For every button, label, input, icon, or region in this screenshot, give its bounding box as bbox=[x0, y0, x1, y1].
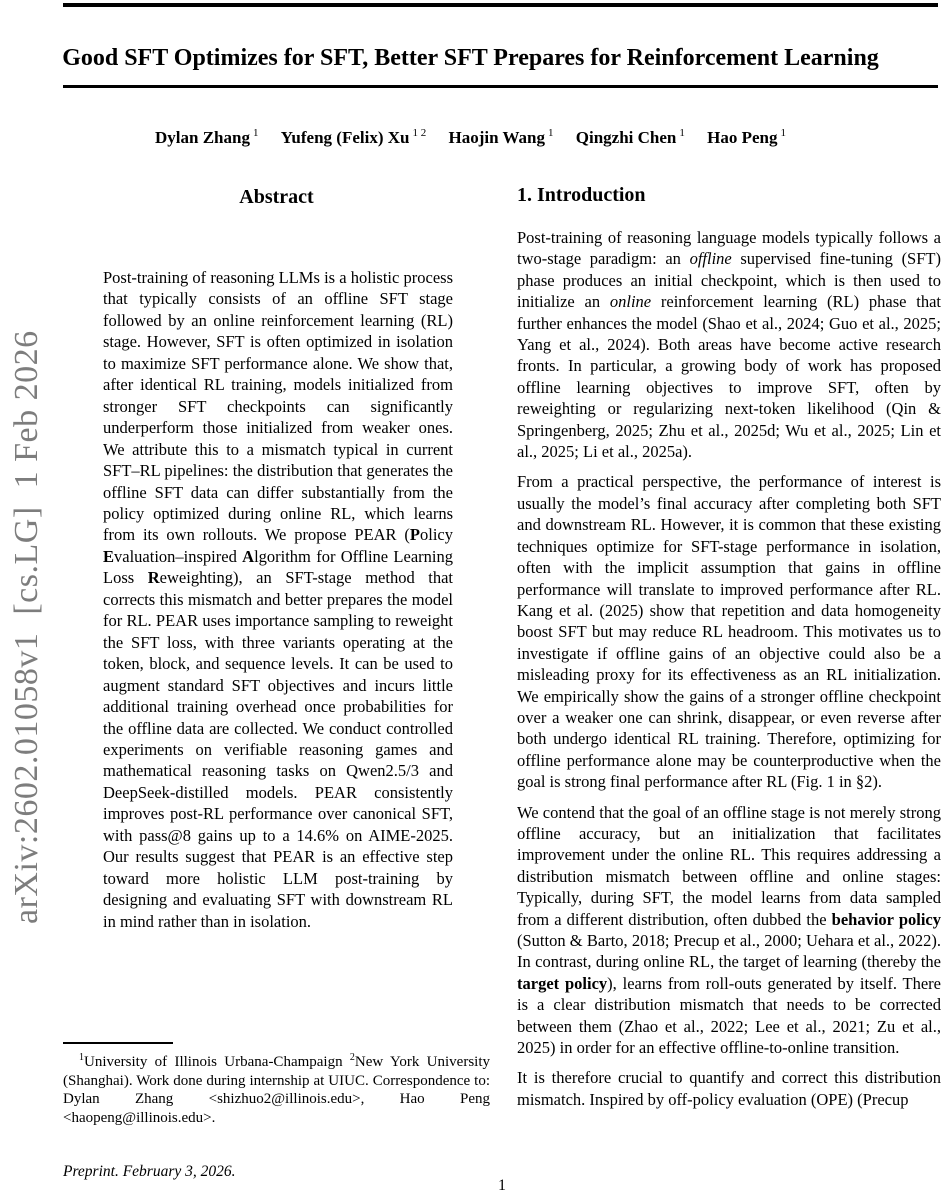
author-name: Hao Peng bbox=[707, 127, 778, 147]
intro-paragraph-4 bbox=[517, 1067, 941, 1110]
arxiv-watermark: arXiv:2602.01058v1 [cs.LG] 1 Feb 2026 bbox=[8, 330, 45, 924]
footnote-sup: 1 bbox=[79, 1052, 84, 1063]
author bbox=[281, 128, 427, 147]
text-run: University of Illinois Urbana-Champaign bbox=[84, 1054, 350, 1070]
text-run-bold: A bbox=[242, 546, 255, 566]
abstract-text bbox=[103, 267, 453, 932]
text-run-italic: offline bbox=[689, 249, 732, 269]
author-line bbox=[0, 127, 941, 148]
author-affiliation-sup: 1 bbox=[780, 127, 786, 139]
intro-paragraph-1 bbox=[517, 227, 941, 462]
text-run: supervised fine-tuning (SFT) phase produces an initial checkpoint, which is then used to initialize an bbox=[517, 249, 941, 312]
text-run: It is therefore crucial to quantify and correct this distribution mismatch. Inspired by off-policy evaluation (OPE) (Precup bbox=[517, 1068, 941, 1109]
paper-title: Good SFT Optimizes for SFT, Better SFT Prepares for Reinforcement Learning bbox=[62, 45, 879, 72]
text-run: valuation–inspired bbox=[114, 546, 243, 566]
text-run: olicy bbox=[420, 525, 453, 545]
author-name: Yufeng (Felix) Xu bbox=[280, 127, 410, 147]
text-run-bold: R bbox=[147, 568, 160, 588]
author-affiliation-sup: 1 2 bbox=[412, 127, 427, 139]
text-run: reinforcement learning (RL) phase that further enhances the model (Shao et al., 2024; Guo et al., 2025; Yang et al., 2024). Both areas have become active research fronts. In particular, a growing body of work has proposed offline learning objectives to improve SFT, often by reweighting or regularizing next-token likelihood (Qin & Springenberg, 2025; Zhu et al., 2025d; Wu et al., 2025; Lin et al., 2025; Li et al., 2025a). bbox=[517, 292, 941, 462]
title-rule-top bbox=[63, 3, 938, 7]
intro-paragraph-2 bbox=[517, 471, 941, 792]
left-column bbox=[63, 186, 490, 932]
intro-paragraph-3 bbox=[517, 802, 941, 1059]
text-run: lgorithm for Offline Learning Loss bbox=[103, 546, 453, 588]
footnote-block bbox=[63, 1042, 490, 1127]
text-run: From a practical perspective, the performance of interest is usually the model’s final accuracy after completing both SFT and downstream RL. However, it is common that these existing techniques optimize for SFT-stage performance in isolation, often with the implicit assumption that gains in offline performance will translate to improved performance after RL. Kang et al. (2025) show that repetition and data homogeneity boost SFT but may reduce RL headroom. This motivates us to investigate if offline gains of an objective could also be a misleading proxy for its effectiveness as an RL initialization. We empirically show the gains of a stronger offline checkpoint over a weaker one can shrink, disappear, or even reverse after both undergo identical RL training. Therefore, optimizing for offline performance alone may be counterproductive when the goal is strong final performance after RL (Fig. 1 in §2). bbox=[517, 472, 941, 792]
right-column bbox=[517, 184, 941, 1119]
author bbox=[707, 128, 786, 147]
text-run-bold: behavior policy bbox=[831, 909, 941, 929]
abstract-heading: Abstract bbox=[239, 186, 314, 208]
text-run-bold: E bbox=[103, 546, 115, 566]
text-run: We contend that the goal of an offline stage is not merely strong offline accuracy, but an initialization that facilitates improvement under the online RL. This requires addressing a distribution mismatch between offline and online stages: Typically, during SFT, the model learns from data sampled from a different distribution, often dubbed the bbox=[517, 802, 941, 929]
author-name: Haojin Wang bbox=[448, 127, 546, 147]
text-run-italic: online bbox=[609, 292, 652, 312]
author-name: Qingzhi Chen bbox=[575, 127, 677, 147]
text-run: ), learns from roll-outs generated by itself. There is a clear distribution mismatch that needs to be corrected between them (Zhao et al., 2022; Lee et al., 2021; Zu et al., 2025) in order for an effective offline-to-online transition. bbox=[517, 973, 941, 1058]
section-heading-introduction: 1. Introduction bbox=[517, 184, 646, 206]
text-run-bold: target policy bbox=[517, 973, 608, 993]
author-affiliation-sup: 1 bbox=[252, 127, 259, 139]
preprint-date: Preprint. February 3, 2026. bbox=[63, 1163, 236, 1180]
author bbox=[155, 128, 258, 147]
author bbox=[576, 128, 685, 147]
title-rule-bottom bbox=[63, 85, 938, 88]
author-affiliation-sup: 1 bbox=[548, 127, 554, 139]
author-affiliation-sup: 1 bbox=[679, 127, 685, 139]
text-run: Post-training of reasoning LLMs is a holistic process that typically consists of an offline SFT stage followed by an online reinforcement learning (RL) stage. However, SFT is often optimized in isolation to maximize SFT performance alone. We show that, after identical RL training, models initialized from stronger SFT checkpoints can significantly underperform those initialized from weaker ones. We attribute this to a mismatch typical in current SFT–RL pipelines: the distribution that generates the offline SFT data can differ substantially from the policy optimized during online RL, which learns from its own rollouts. We propose PEAR ( bbox=[103, 268, 453, 545]
text-run: (Sutton & Barto, 2018; Precup et al., 2000; Uehara et al., 2022). In contrast, during online RL, the target of learning (thereby the bbox=[517, 931, 941, 972]
footnote-text bbox=[63, 1049, 490, 1127]
author bbox=[448, 128, 553, 147]
footnote-rule bbox=[63, 1042, 173, 1044]
footnote-sup: 2 bbox=[349, 1052, 355, 1063]
text-run: eweighting), an SFT-stage method that corrects this mismatch and better prepares the model for RL. PEAR uses importance sampling to reweight the SFT loss, with three variants operating at the token, block, and sequence levels. It can be used to augment standard SFT objectives and incurs little additional training overhead once probabilities for the offline data are collected. We conduct controlled experiments on verifiable reasoning games and mathematical reasoning tasks on Qwen2.5/3 and DeepSeek-distilled models. PEAR consistently improves post-RL performance over canonical SFT, with pass@8 gains up to a 14.6% on AIME-2025. Our results suggest that PEAR is an effective step toward more holistic LLM post-training by designing and evaluating SFT with downstream RL in mind rather than in isolation. bbox=[103, 568, 454, 931]
text-run: Post-training of reasoning language models typically follows a two-stage paradigm: an bbox=[517, 228, 941, 269]
text-run-bold: P bbox=[409, 525, 420, 545]
text-run: New York University (Shanghai). Work done during internship at UIUC. Correspondence to: Dylan Zhang <shizhuo2@illinois.edu>, Hao Peng <haopeng@illinois.edu>. bbox=[63, 1054, 490, 1126]
page-number: 1 bbox=[498, 1177, 506, 1194]
author-name: Dylan Zhang bbox=[155, 127, 250, 147]
